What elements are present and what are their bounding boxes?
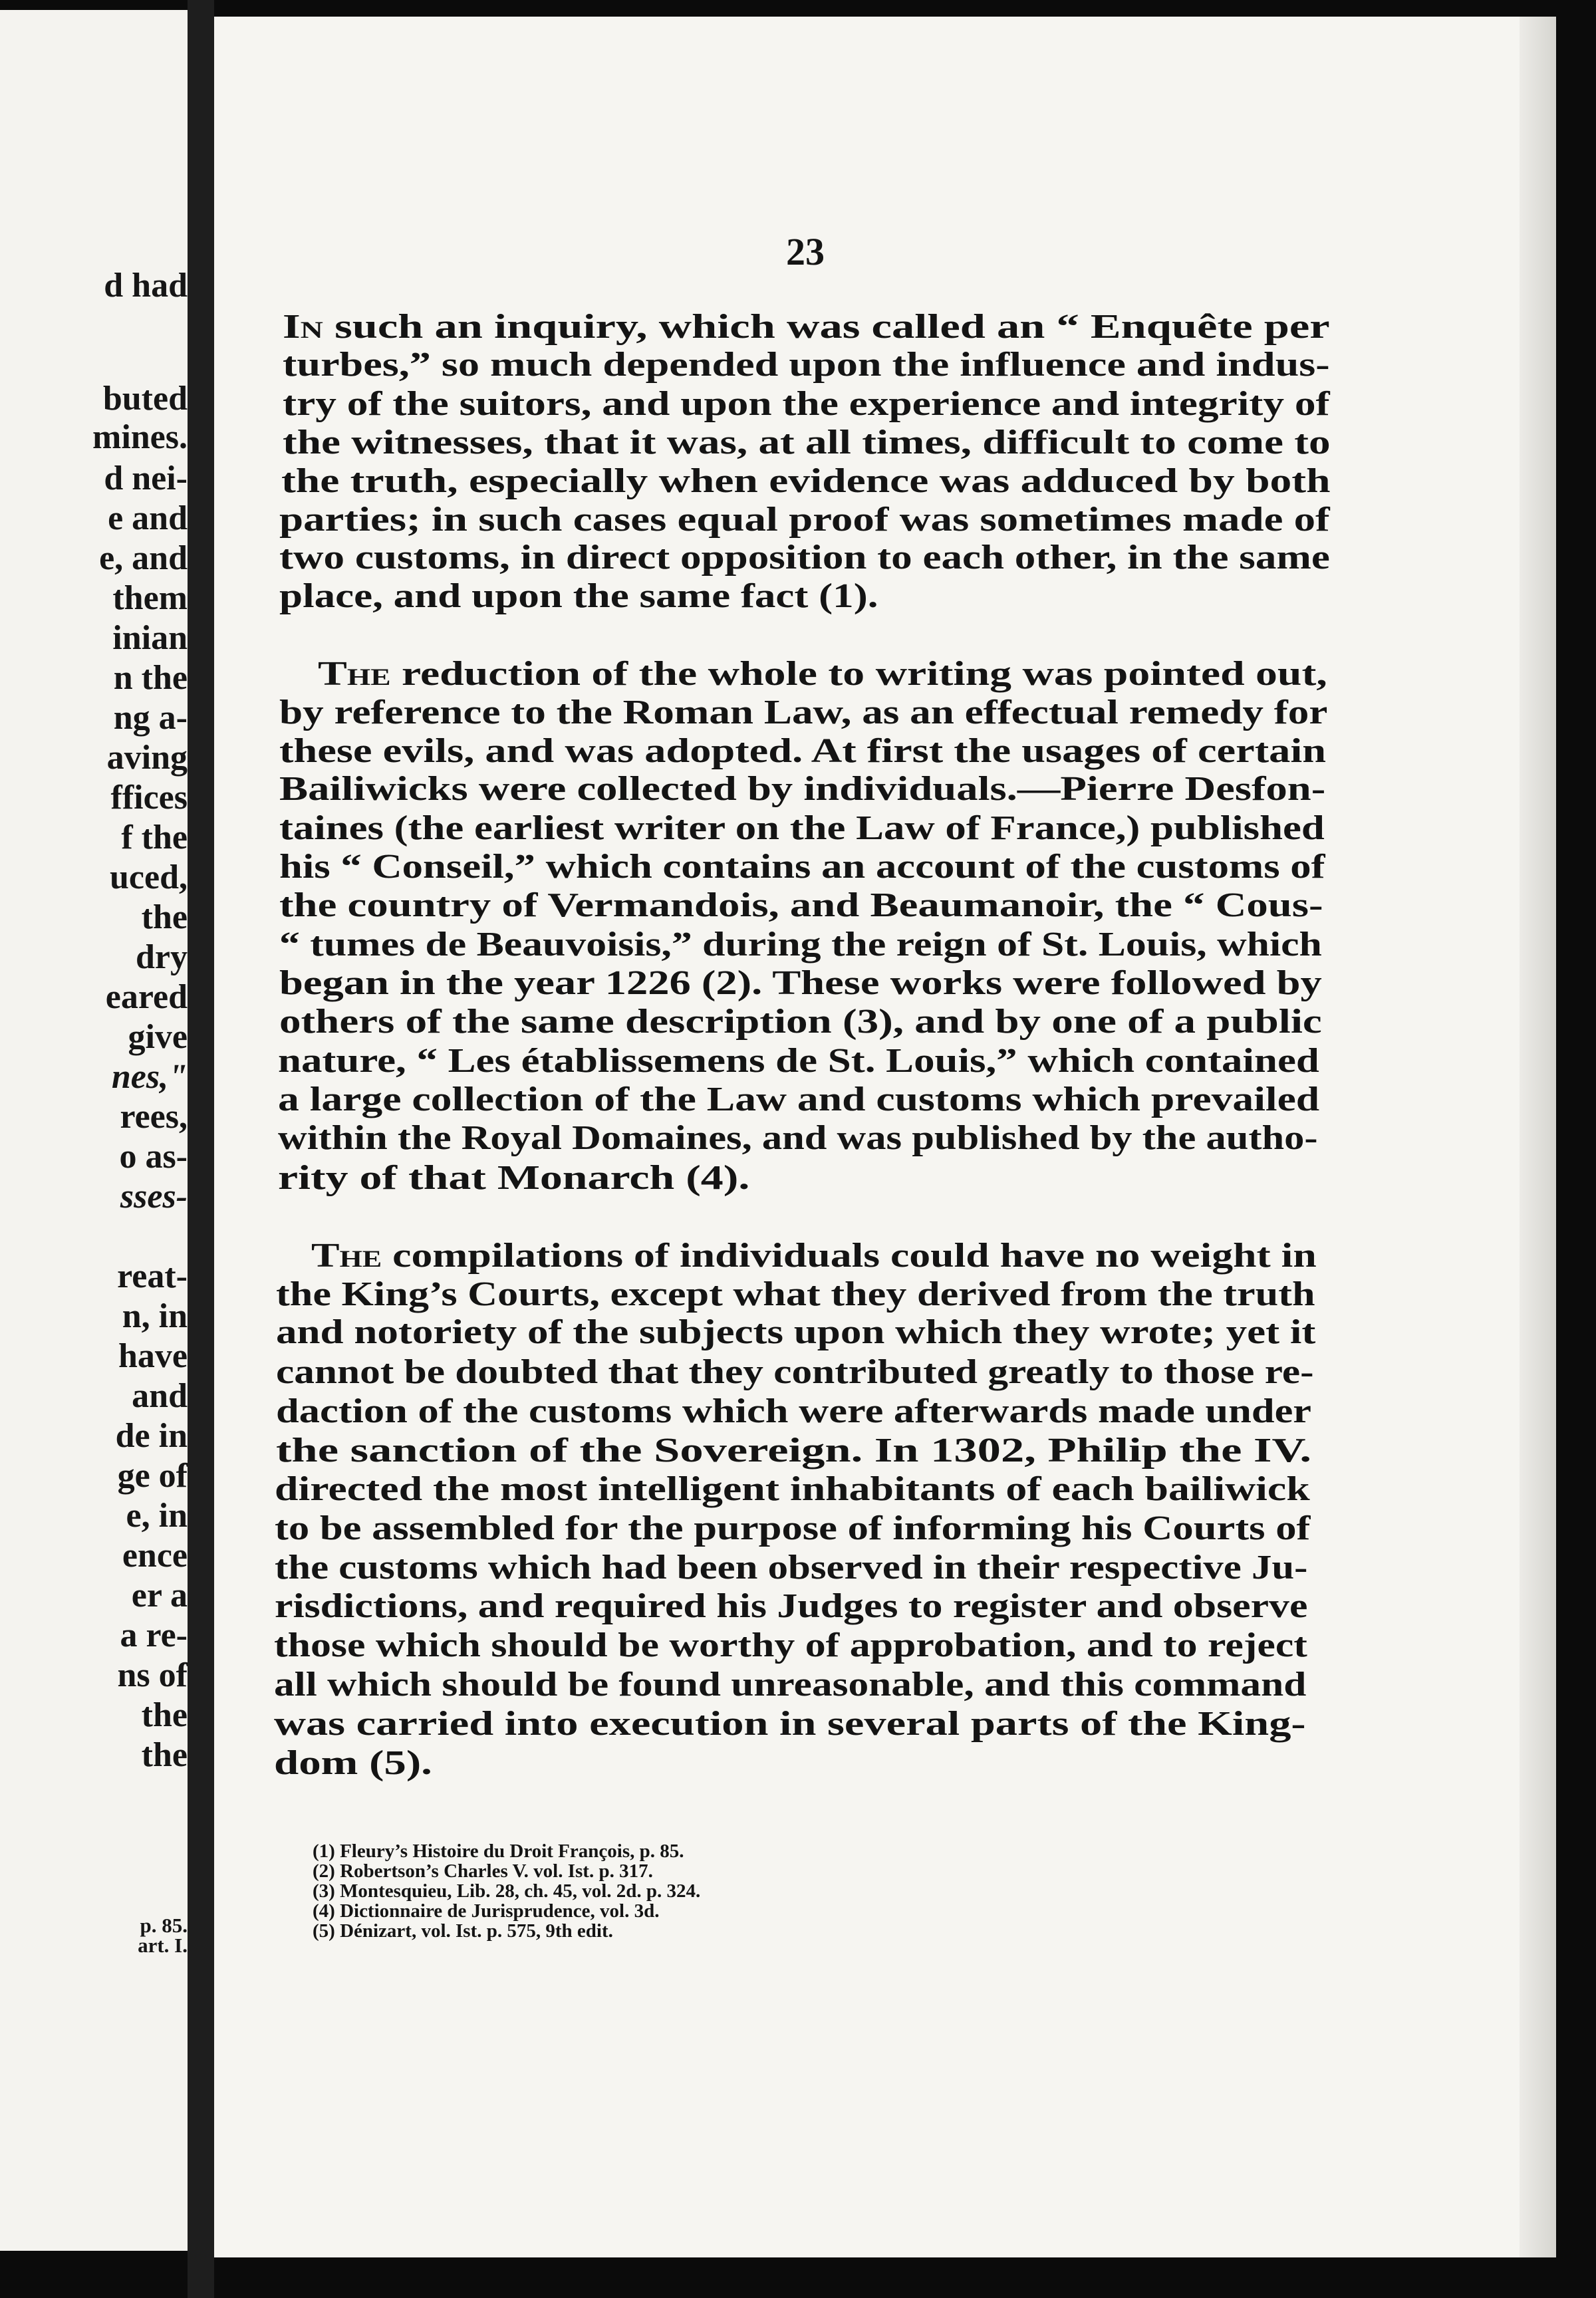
line-text: rity of that Monarch (4). <box>278 1159 750 1197</box>
line-text: directed the most intelligent inhabitants of each bailiwick <box>275 1470 1310 1508</box>
line-text: cannot be doubted that they contributed greatly to those re- <box>276 1353 1314 1391</box>
line-text: the customs which had been observed in their respective Ju- <box>275 1549 1308 1587</box>
line-text: risdictions, and required his Judges to register and observe <box>275 1587 1308 1625</box>
left-page-text-fragment: uced, <box>110 858 188 896</box>
line-text: nature, “ Les établissemens de St. Louis,” which contained <box>278 1042 1319 1080</box>
footnote: (3) Montesquieu, Lib. 28, ch. 45, vol. 2d. p. 324. <box>313 1880 701 1902</box>
line-text: the King’s Courts, except what they derived from the truth <box>276 1275 1315 1313</box>
left-page-text-fragment: er a <box>131 1577 188 1614</box>
footnote: (1) Fleury’s Histoire du Droit François, p. 85. <box>313 1841 684 1862</box>
page-number: 23 <box>786 230 825 273</box>
paragraph-line <box>283 348 1330 382</box>
left-page-text-fragment: mines. <box>92 418 188 456</box>
left-page-text-fragment: the <box>141 1736 188 1774</box>
line-text: the truth, especially when evidence was adduced by both <box>281 462 1331 500</box>
paragraph-line <box>279 888 1323 923</box>
paragraph-line <box>278 1121 1318 1156</box>
line-text: by reference to the Roman Law, as an effectual remedy for <box>279 694 1328 731</box>
paragraph-line <box>279 928 1322 962</box>
paragraph-line <box>275 1551 1307 1585</box>
paragraph-line <box>281 464 1331 499</box>
paragraph-line <box>283 387 1330 422</box>
line-text: was carried into execution in several parts of the King- <box>274 1705 1306 1743</box>
paragraph-line <box>279 734 1326 769</box>
line-text: a large collection of the Law and customs which prevailed <box>278 1081 1320 1118</box>
paragraph-line <box>279 503 1330 537</box>
left-page-text-fragment: the <box>141 898 188 936</box>
paragraph-lead-word: The <box>311 1237 382 1275</box>
paragraph-line <box>318 657 1327 692</box>
left-page-text-fragment: ns of <box>117 1656 188 1694</box>
left-page-footnote-fragment: p. 85. <box>140 1914 188 1937</box>
paragraph-line <box>278 1083 1319 1117</box>
paragraph-line <box>279 772 1325 807</box>
line-text: to be assembled for the purpose of informing his Courts of <box>275 1509 1311 1547</box>
line-text: the country of Vermandois, and Beaumanoir, the “ Cous- <box>279 886 1323 924</box>
paragraph-line <box>274 1707 1306 1741</box>
footnote: (4) Dictionnaire de Jurisprudence, vol. 3d. <box>313 1900 660 1922</box>
paragraph-line <box>275 1589 1307 1624</box>
left-page-text-fragment: sses- <box>120 1178 188 1215</box>
left-page-text-fragment: d had <box>104 267 188 305</box>
left-page-text-fragment: dry <box>136 938 188 976</box>
paragraph-line <box>276 1394 1311 1429</box>
left-page-text-fragment: give <box>128 1018 188 1056</box>
line-text: others of the same description (3), and by one of a public <box>279 1003 1322 1041</box>
line-text: parties; in such cases equal proof was sometimes made of <box>279 501 1330 539</box>
line-text: reduction of the whole to writing was pointed out, <box>390 655 1327 693</box>
line-text: compilations of individuals could have no weight in <box>382 1237 1317 1275</box>
left-page-text-fragment: rees, <box>120 1098 188 1136</box>
left-page-text-fragment: f the <box>121 819 188 856</box>
line-text: place, and upon the same fact (1). <box>279 577 878 615</box>
paragraph-line <box>279 579 878 614</box>
left-page-footnote-fragment: art. I. <box>138 1934 188 1957</box>
book-gutter <box>188 0 214 2298</box>
left-page-text-fragment: the <box>141 1696 188 1734</box>
line-text: those which should be worthy of approbation, and to reject <box>274 1626 1307 1664</box>
paragraph-line <box>279 966 1322 1001</box>
line-text: the witnesses, that it was, at all times, difficult to come to <box>283 424 1331 461</box>
line-text: his “ Conseil,” which contains an account of the customs of <box>279 848 1325 886</box>
left-page-text-fragment: reat- <box>117 1257 188 1295</box>
left-page-text-fragment: and <box>132 1377 188 1415</box>
line-text: try of the suitors, and upon the experience and integrity of <box>283 385 1330 423</box>
paragraph-line <box>276 1315 1315 1350</box>
left-page-text-fragment: ffices <box>110 779 188 817</box>
page-edge-shadow <box>1520 17 1556 2257</box>
left-page-text-fragment: aving <box>106 739 188 777</box>
paragraph-line <box>274 1668 1306 1702</box>
paragraph-line <box>274 1628 1307 1663</box>
paragraph-lead-word: In <box>283 308 323 346</box>
left-page-text-fragment: have <box>118 1337 188 1375</box>
left-page-text-fragment: e, in <box>126 1497 188 1535</box>
line-text: these evils, and was adopted. At first the usages of certain <box>279 732 1327 770</box>
paragraph-line <box>283 426 1331 460</box>
line-text: all which should be found unreasonable, and this command <box>274 1666 1307 1704</box>
line-text: “ tumes de Beauvoisis,” during the reign of St. Louis, which <box>279 926 1322 963</box>
left-page-text-fragment: eared <box>105 978 188 1016</box>
left-page-text-fragment: e and <box>108 499 188 537</box>
paragraph-line <box>279 811 1325 846</box>
paragraph-line <box>276 1277 1315 1312</box>
paragraph-lead-word: The <box>318 655 391 693</box>
paragraph-line <box>278 1161 749 1196</box>
left-page-text-fragment: de in <box>115 1417 188 1455</box>
line-text: the sanction of the Sovereign. In 1302, Philip the IV. <box>276 1432 1311 1469</box>
line-text: two customs, in direct opposition to each other, in the same <box>279 539 1330 576</box>
line-text: Bailiwicks were collected by individuals.—Pierre Desfon- <box>279 770 1326 808</box>
left-page-text-fragment: e, and <box>99 539 188 577</box>
line-text: such an inquiry, which was called an “ Enquête per <box>323 308 1330 346</box>
paragraph-line <box>279 1005 1322 1039</box>
left-facing-page <box>0 10 188 2251</box>
line-text: daction of the customs which were afterwards made under <box>276 1392 1312 1430</box>
line-text: began in the year 1226 (2). These works were followed by <box>279 964 1322 1002</box>
left-page-text-fragment: inian <box>112 619 188 657</box>
line-text: dom (5). <box>274 1744 432 1782</box>
left-page-text-fragment: ge of <box>117 1457 188 1495</box>
left-page-text-fragment: ence <box>122 1537 188 1575</box>
paragraph-line <box>278 1044 1319 1079</box>
left-page-text-fragment: them <box>112 579 188 617</box>
paragraph-line <box>311 1239 1317 1273</box>
left-page-text-fragment: d nei- <box>104 459 188 497</box>
left-page-text-fragment: a re- <box>120 1616 188 1654</box>
paragraph-line <box>279 696 1327 730</box>
left-page-text-fragment: nes," <box>111 1058 188 1096</box>
paragraph-line <box>274 1746 432 1781</box>
left-page-text-fragment: o as- <box>119 1138 188 1176</box>
left-page-text-fragment: ng a- <box>113 699 188 737</box>
paragraph-line <box>279 541 1330 575</box>
paragraph-line <box>279 850 1325 884</box>
line-text: and notoriety of the subjects upon which they wrote; yet it <box>276 1313 1316 1351</box>
main-page <box>214 17 1556 2257</box>
left-page-text-fragment: n, in <box>122 1297 188 1335</box>
paragraph-line <box>276 1434 1311 1468</box>
line-text: taines (the earliest writer on the Law of France,) published <box>279 809 1325 847</box>
footnote: (2) Robertson’s Charles V. vol. Ist. p. 317. <box>313 1860 653 1882</box>
paragraph-line <box>275 1511 1310 1546</box>
paragraph-line <box>276 1355 1314 1390</box>
left-page-text-fragment: buted <box>102 380 188 418</box>
paragraph-line <box>275 1472 1310 1507</box>
line-text: within the Royal Domaines, and was published by the autho- <box>278 1119 1318 1157</box>
paragraph-line <box>283 310 1330 344</box>
line-text: turbes,” so much depended upon the influence and indus- <box>283 346 1330 384</box>
left-page-text-fragment: n the <box>113 659 188 697</box>
footnote: (5) Dénizart, vol. Ist. p. 575, 9th edit. <box>313 1920 613 1942</box>
